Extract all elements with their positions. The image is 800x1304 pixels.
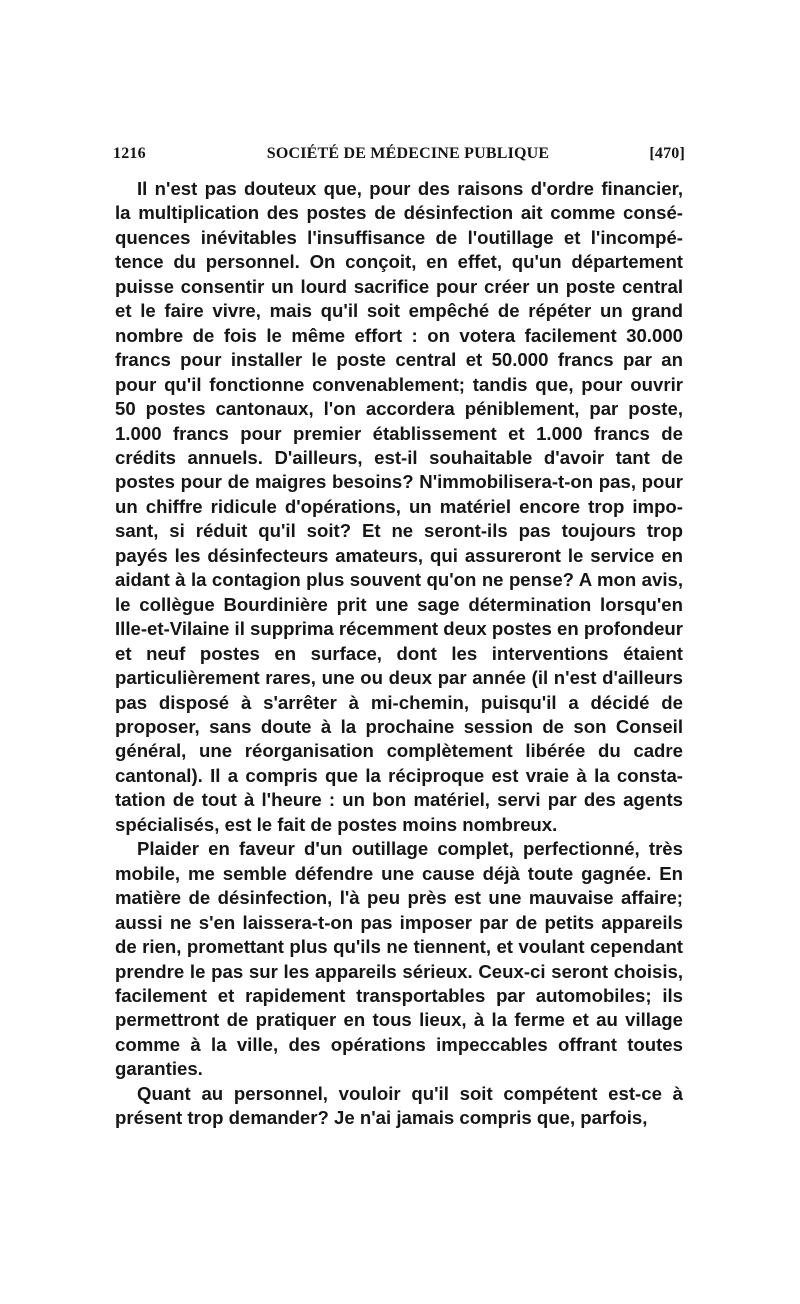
running-title-wrapper — [113, 145, 685, 163]
running-header — [113, 145, 685, 169]
paragraph-equipment: Plaider en faveur d'un outillage complet, perfectionné, très mobile, me semble défendre une cause déjà toute gagnée. En matière de désinfection, l'à peu près est une mauvaise affaire; aussi ne s'en laissera-t-on pas imposer par de petits appareils de rien, promettant plus qu'ils ne tiennent, et voulant cependant prendre le pas sur les appareils sérieux. Ceux-ci seront choisis, facilement et rapidement transportables par automobiles; ils permettront de pratiquer en tous lieux, à la ferme et au village comme à la ville, des opérations impeccables offrant toutes garanties. — [115, 838, 683, 1080]
body-text — [115, 177, 683, 1131]
running-title: SOCIÉTÉ DE MÉDECINE PUBLIQUE — [266, 145, 550, 162]
paragraph-personnel: Quant au personnel, vouloir qu'il soit compétent est-ce à présent trop demander? Je n'ai jamais compris que, parfois, — [115, 1082, 683, 1129]
paragraph-disinfection-posts: Il n'est pas douteux que, pour des raisons d'ordre financier, la multiplication des postes de désinfection ait comme conséquences inévitables l'insuffisance de l'outillage et l'incompétence du personnel. On conçoit, en effet, qu'un département puisse consentir un lourd sacrifice pour créer un poste central et le faire vivre, mais qu'il soit empêché de répéter un grand nombre de fois le même effort : on votera facilement 30.000 francs pour installer le poste central et 50.000 francs par an pour qu'il fonctionne convenablement; tandis que, pour ouvrir 50 postes cantonaux, l'on accordera péniblement, par poste, 1.000 francs pour premier établissement et 1.000 francs de crédits annuels. D'ailleurs, est-il souhaitable d'avoir tant de postes pour de maigres besoins? N'immobilisera-t-on pas, pour un chiffre ridicule d'opérations, un matériel encore trop imposant, si réduit qu'il soit? Et ne seront-ils pas toujours trop payés les désinfecteurs amateurs, qui assureront le service en aidant à la contagion plus souvent qu'on ne pense? A mon avis, le collègue Bourdinière prit une sage détermination lorsqu'en Ille-et-Vilaine il supprima récemment deux postes en profondeur et neuf postes en surface, dont les interventions étaient particulièrement rares, une ou deux par année (il n'est d'ailleurs pas disposé à s'arrêter à mi-chemin, puisqu'il a décidé de proposer, sans doute à la prochaine session de son Conseil général, une réorganisation complètement libérée du cadre cantonal). Il a compris que la réciproque est vraie à la constatation de tout à l'heure : un bon matériel, servi par des agents spécialisés, est le fait de postes moins nombreux. — [115, 178, 683, 835]
page-number: 1216 — [113, 145, 146, 162]
section-number: [470] — [649, 145, 685, 162]
